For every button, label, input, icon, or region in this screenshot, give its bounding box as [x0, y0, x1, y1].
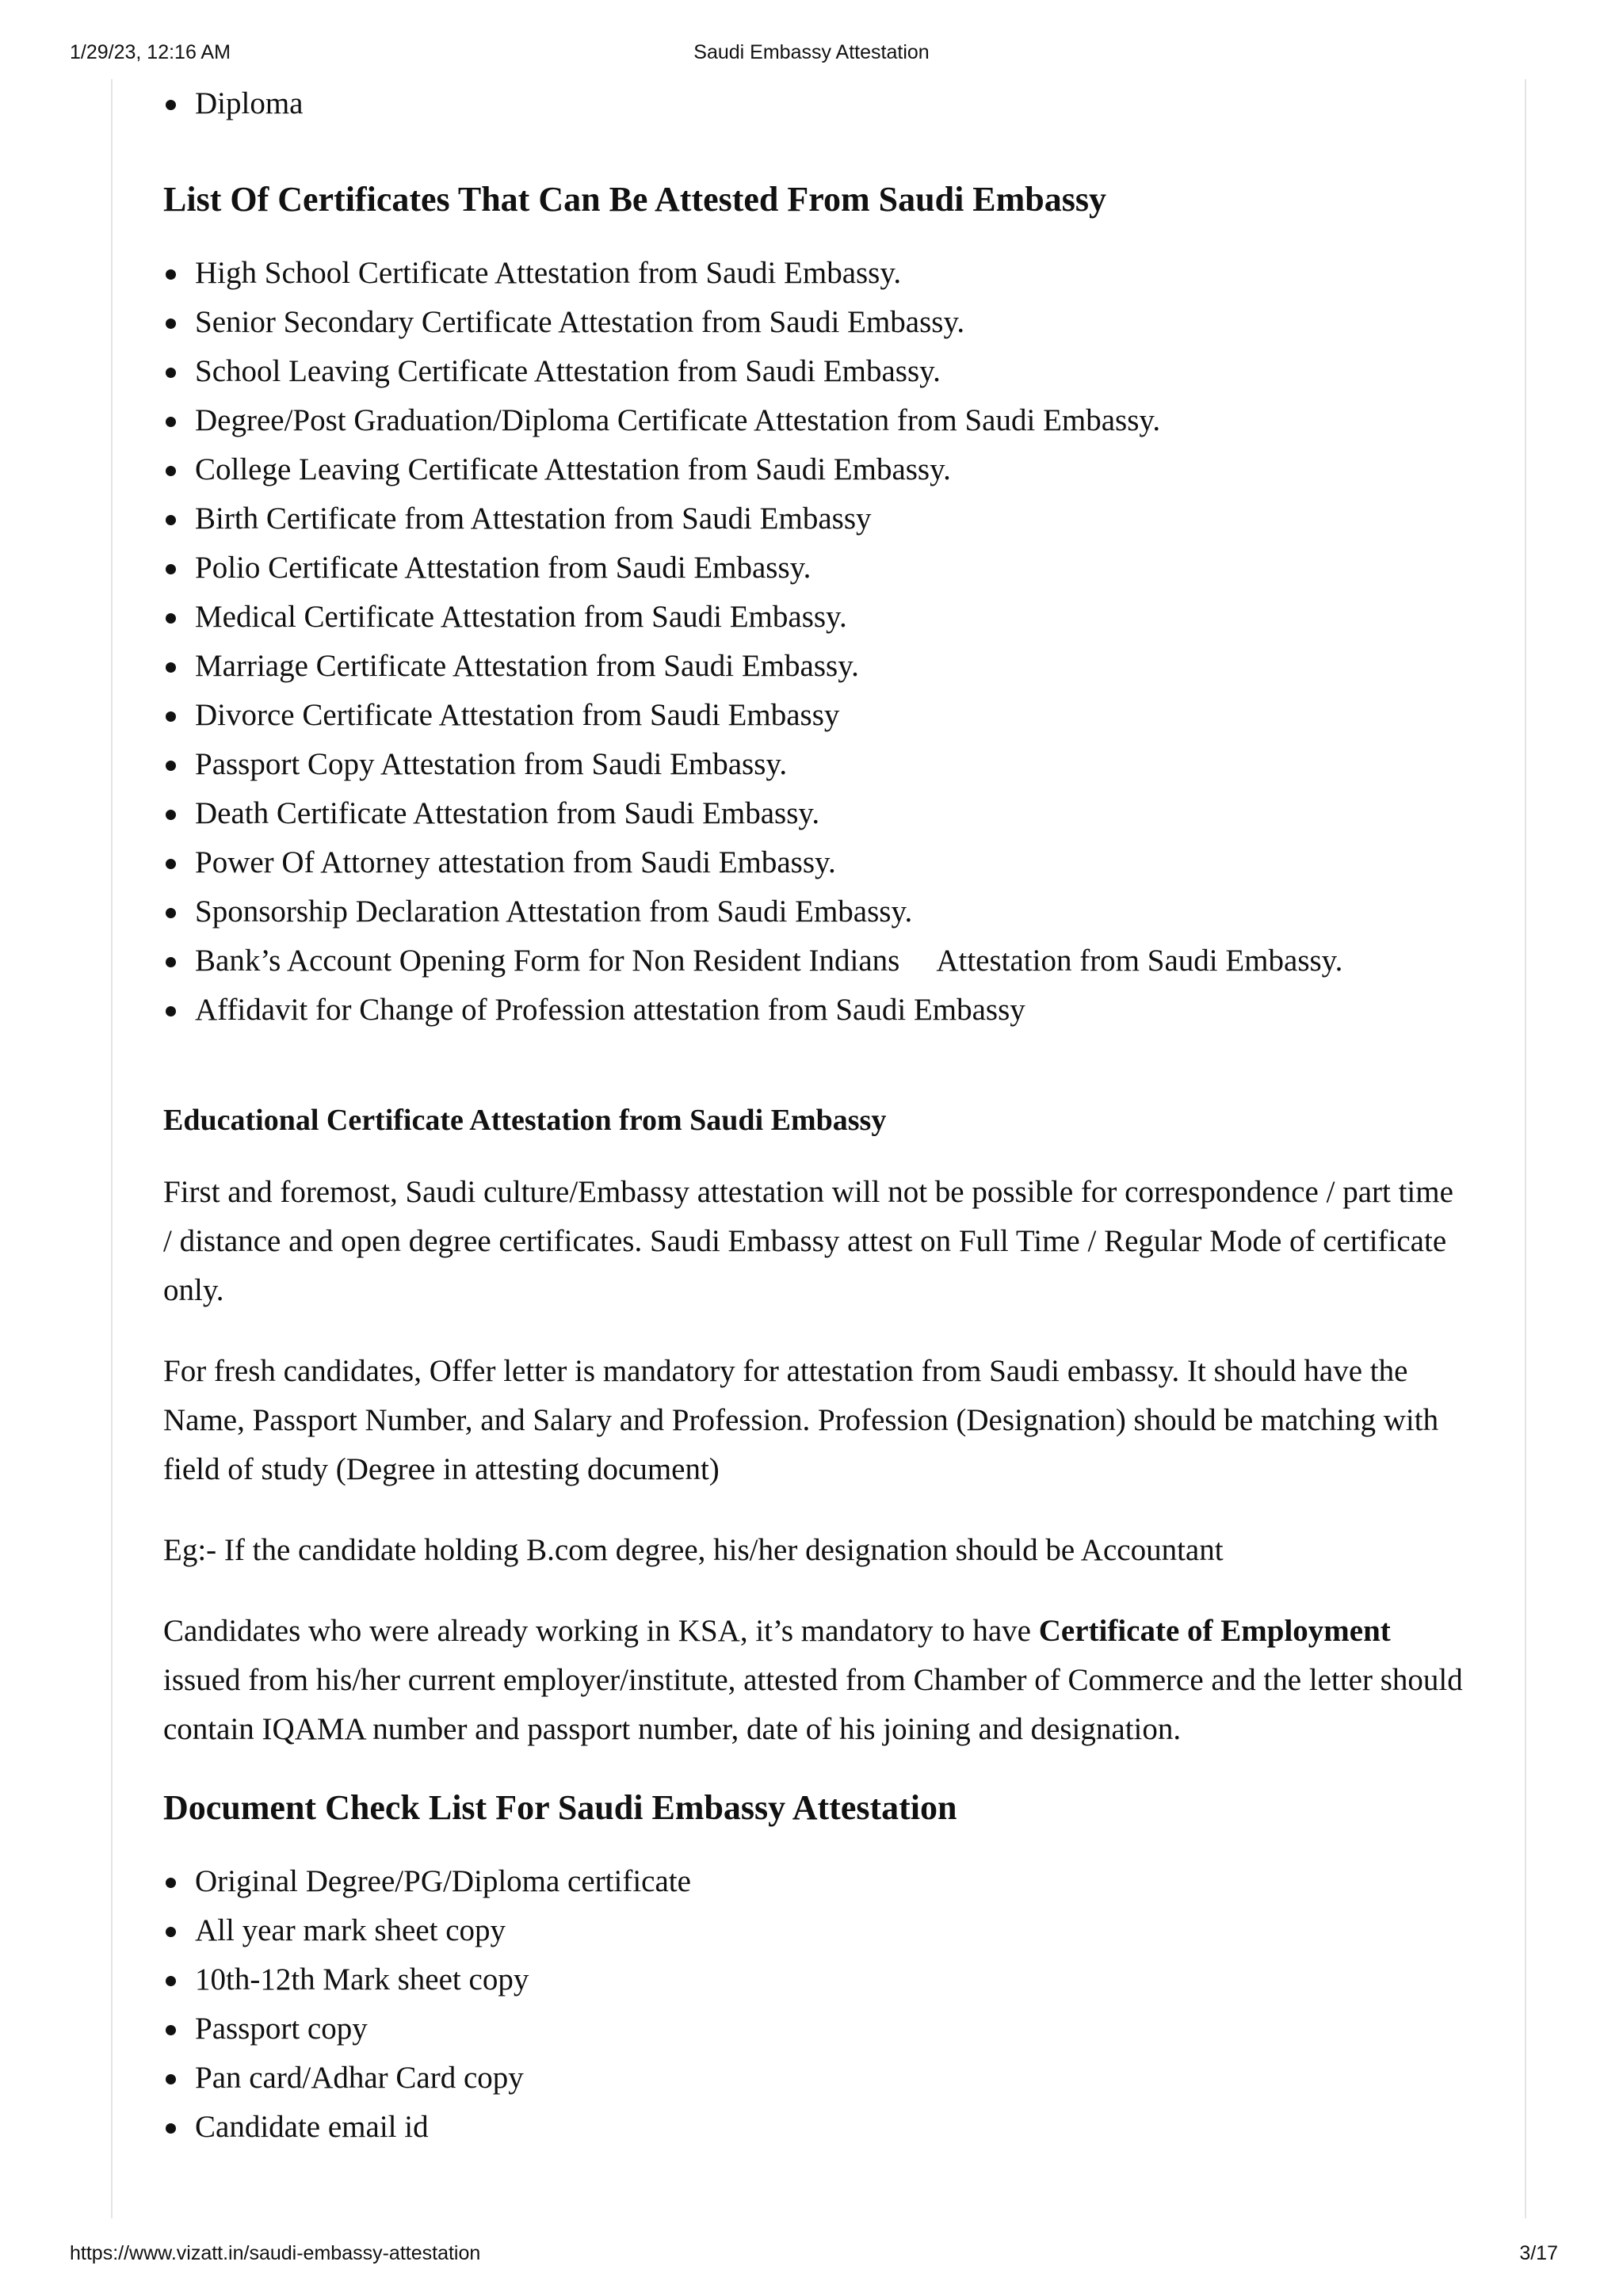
paragraph-offer-letter: For fresh candidates, Offer letter is mandatory for attestation from Saudi embassy. It should have the Name, Passport Number, and Salary and Profession. Profession (Designation) should be matching with field of study (Degree in attesting document) [163, 1354, 1439, 1486]
print-footer [0, 2242, 1623, 2269]
list-item: Diploma [195, 79, 1463, 128]
list-item: High School Certificate Attestation from Saudi Embassy. [195, 249, 1463, 298]
article-content [163, 79, 1463, 2152]
bold-text-certificate-of-employment: Certificate of Employment [1038, 1614, 1391, 1648]
paragraph-correspondence: First and foremost, Saudi culture/Embassy attestation will not be possible for correspondence / part time / distance and open degree certificates. Saudi Embassy attest on Full Time / Regular Mode of certificate only. [163, 1175, 1453, 1307]
certificates-heading: List Of Certificates That Can Be Attested From Saudi Embassy [163, 180, 1107, 219]
list-item: Polio Certificate Attestation from Saudi Embassy. [195, 543, 1463, 593]
print-url: https://www.vizatt.in/saudi-embassy-attestation [70, 2242, 481, 2264]
list-item: Affidavit for Change of Profession attestation from Saudi Embassy [195, 986, 1463, 1035]
list-item: Degree/Post Graduation/Diploma Certificate Attestation from Saudi Embassy. [195, 396, 1463, 445]
list-item: Candidate email id [195, 2103, 1463, 2152]
list-item: School Leaving Certificate Attestation from Saudi Embassy. [195, 347, 1463, 396]
list-item: All year mark sheet copy [195, 1906, 1463, 1955]
paragraph-ksa-employment [163, 1607, 1463, 1754]
list-item: Divorce Certificate Attestation from Saudi Embassy [195, 691, 1463, 740]
list-item: Marriage Certificate Attestation from Saudi Embassy. [195, 642, 1463, 691]
list-item: Passport Copy Attestation from Saudi Embassy. [195, 740, 1463, 789]
list-item: Sponsorship Declaration Attestation from Saudi Embassy. [195, 887, 1463, 936]
paragraph-example: Eg:- If the candidate holding B.com degree, his/her designation should be Accountant [163, 1533, 1224, 1567]
list-item: College Leaving Certificate Attestation from Saudi Embassy. [195, 445, 1463, 494]
list-item: Passport copy [195, 2004, 1463, 2054]
list-item: Birth Certificate from Attestation from Saudi Embassy [195, 494, 1463, 543]
list-item: 10th-12th Mark sheet copy [195, 1955, 1463, 2004]
text-span: Candidates who were already working in KSA, it’s mandatory to have [163, 1614, 1039, 1648]
list-item: Power Of Attorney attestation from Saudi Embassy. [195, 838, 1463, 887]
list-item: Original Degree/PG/Diploma certificate [195, 1857, 1463, 1906]
print-datetime: 1/29/23, 12:16 AM [70, 41, 231, 63]
list-item: Medical Certificate Attestation from Saudi Embassy. [195, 593, 1463, 642]
certificates-list [163, 249, 1463, 1035]
document-checklist [163, 1857, 1463, 2152]
educational-heading: Educational Certificate Attestation from Saudi Embassy [163, 1104, 887, 1137]
print-page-number: 3/17 [1519, 2242, 1558, 2264]
checklist-heading: Document Check List For Saudi Embassy Attestation [163, 1788, 957, 1827]
bank-form-attestation: Attestation from Saudi Embassy. [936, 944, 1343, 978]
bank-form-label: Bank’s Account Opening Form for Non Resident Indians [195, 944, 900, 978]
list-item: Death Certificate Attestation from Saudi Embassy. [195, 789, 1463, 838]
list-item: Pan card/Adhar Card copy [195, 2054, 1463, 2103]
print-header [0, 41, 1623, 68]
list-item-bank-form [195, 936, 1463, 986]
list-item: Senior Secondary Certificate Attestation from Saudi Embassy. [195, 298, 1463, 347]
qualification-list-tail [163, 79, 1463, 128]
print-page-title: Saudi Embassy Attestation [693, 41, 930, 63]
text-span: issued from his/her current employer/institute, attested from Chamber of Commerce and the letter should contain IQAMA number and passport number, date of his joining and designation. [163, 1663, 1463, 1746]
